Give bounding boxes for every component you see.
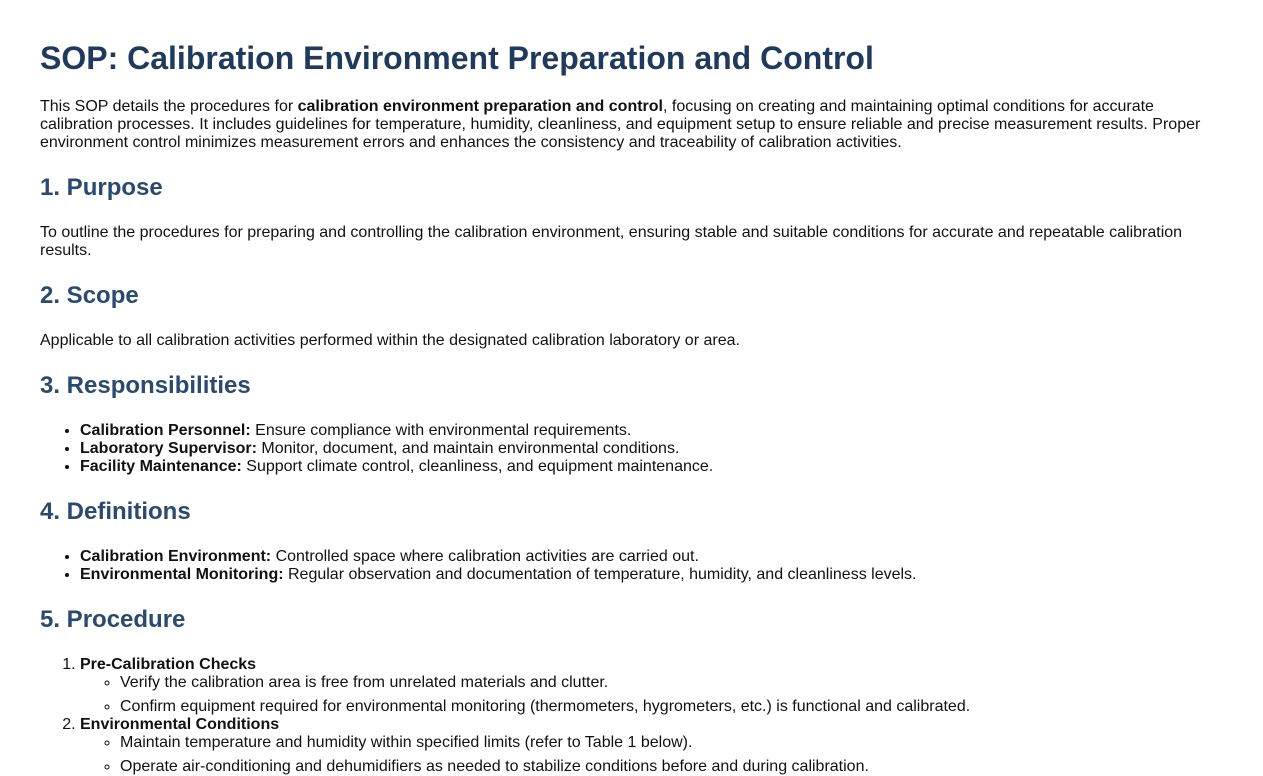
definition-term: Calibration Environment: (80, 548, 272, 565)
procedure-step (80, 716, 1220, 776)
sop-document (40, 0, 1220, 776)
scope-heading: 2. Scope (40, 282, 139, 309)
procedure-step (80, 656, 1220, 716)
responsibility-term: Calibration Personnel: (80, 422, 251, 439)
list-item: ◦ Confirm equipment required for environmental monitoring (thermometers, hygrometers, etc.) is functional and calibrated. (120, 698, 1220, 716)
responsibility-term: Laboratory Supervisor: (80, 440, 257, 457)
step-title: Pre-Calibration Checks (80, 656, 257, 673)
list-item (80, 458, 1220, 476)
definition-desc: Controlled space where calibration activities are carried out. (271, 548, 699, 565)
responsibility-desc: Support climate control, cleanliness, and equipment maintenance. (241, 458, 714, 475)
intro-bold-phrase: calibration environment preparation and control (297, 98, 663, 115)
list-item: ◦ Maintain temperature and humidity within specified limits (refer to Table 1 below). (120, 734, 1220, 752)
intro-prefix: This SOP details the procedures for (40, 98, 298, 115)
responsibility-term: Facility Maintenance: (80, 458, 242, 475)
list-item: ◦ Operate air-conditioning and dehumidifiers as needed to stabilize conditions before and during calibration. (120, 758, 1220, 776)
purpose-text: To outline the procedures for preparing and controlling the calibration environment, ensuring stable and suitable conditions for accurate and repeatable calibration results. (40, 224, 1183, 259)
list-item (80, 422, 1220, 440)
page-title: SOP: Calibration Environment Preparation and Control (40, 40, 874, 76)
definitions-list (40, 548, 1220, 584)
list-item (80, 548, 1220, 566)
scope-text: Applicable to all calibration activities performed within the designated calibration laboratory or area. (40, 332, 740, 349)
list-item: ◦ Verify the calibration area is free from unrelated materials and clutter. (120, 674, 1220, 692)
list-item (80, 440, 1220, 458)
step-title: Environmental Conditions (80, 716, 280, 733)
definition-desc: Regular observation and documentation of temperature, humidity, and cleanliness levels. (283, 566, 917, 583)
intro-paragraph (40, 98, 1220, 152)
step-sublist (80, 674, 1220, 716)
intro-suffix: , focusing on creating and maintaining optimal conditions for accurate calibration processes. It includes guidelines for temperature, humidity, cleanliness, and equipment setup to ensure reliable and precise measurement results. Proper environment control minimizes measurement errors and enhances the consistency and traceability of calibration activities. (40, 98, 1201, 151)
responsibilities-list (40, 422, 1220, 476)
purpose-heading: 1. Purpose (40, 174, 163, 201)
responsibility-desc: Ensure compliance with environmental requirements. (250, 422, 632, 439)
definition-term: Environmental Monitoring: (80, 566, 284, 583)
list-item (80, 566, 1220, 584)
step-sublist (80, 734, 1220, 776)
definitions-heading: 4. Definitions (40, 498, 191, 525)
procedure-steps (40, 656, 1220, 776)
procedure-heading: 5. Procedure (40, 606, 186, 633)
responsibility-desc: Monitor, document, and maintain environmental conditions. (256, 440, 680, 457)
responsibilities-heading: 3. Responsibilities (40, 372, 251, 399)
